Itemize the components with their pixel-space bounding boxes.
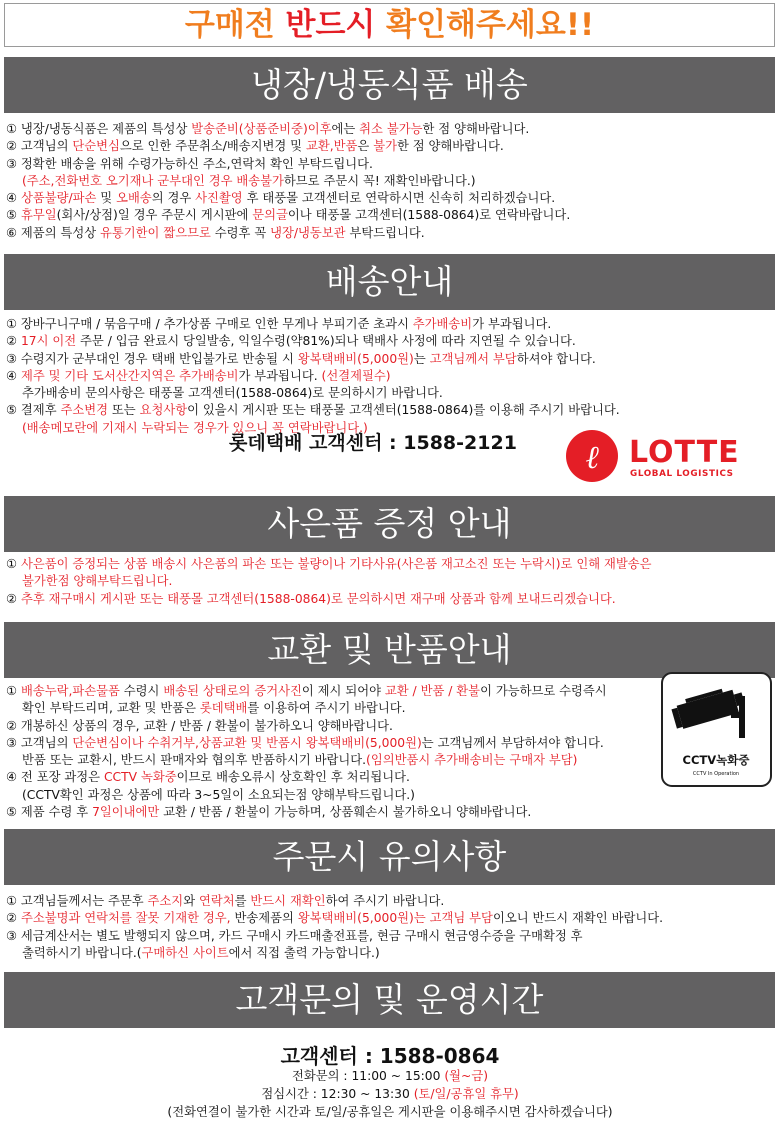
delivery-item-4-note: 추가배송비 문의사항은 태풍몰 고객센터(1588-0864)로 문의하시기 바랍니다.	[22, 386, 443, 401]
title-part-1: 구매전	[184, 7, 286, 43]
cctv-badge	[661, 672, 772, 787]
gift-notice-list	[6, 556, 776, 608]
customer-center-phone: 고객센터 : 1588-0864	[280, 1044, 500, 1068]
lotte-logo	[561, 428, 771, 484]
lunch-hours: 점심시간 : 12:30 ~ 13:30 (토/일/공휴일 휴무)	[261, 1087, 519, 1101]
exchange-item-3: ③ 고객님의 단순변심이나 수취거부,상품교환 및 반품시 왕복택배비(5,000원)는 고객님께서 부담하셔야 합니다.	[6, 735, 604, 750]
cctv-sublabel: CCTV In Operation	[692, 771, 740, 777]
delivery-item-5-note: (배송메모란에 기재시 누락되는 경우가 있으니 꼭 연락바랍니다.)	[22, 420, 368, 435]
delivery-item-5: ⑤ 결제후 주소변경 또는 요청사항이 있을시 게시판 또는 태풍몰 고객센터(1588-0864)를 이용해 주시기 바랍니다.	[6, 403, 620, 418]
delivery-item-1: ① 장바구니구매 / 묶음구매 / 추가상품 구매로 인한 무게나 부피기준 초과시 추가배송비가 부과됩니다.	[6, 317, 552, 331]
cctv-camera-icon	[661, 672, 772, 787]
delivery-item-4: ④ 제주 및 기타 도서산간지역은 추가배송비가 부과됩니다. (선결제필수)	[6, 368, 391, 383]
section-header-gift: 사은품 증정 안내	[4, 496, 775, 552]
cctv-label: CCTV녹화중	[682, 753, 750, 767]
exchange-notice-list	[6, 683, 656, 821]
order-item-2: ② 주소불명과 연락처를 잘못 기재한 경우, 반송제품의 왕복택배비(5,000원)는 고객님 부담이오니 반드시 재확인 바랍니다.	[6, 911, 663, 926]
title-part-2: 반드시	[285, 7, 376, 43]
gift-item-1-cont: 불가한점 양해부탁드립니다.	[22, 574, 173, 589]
exchange-item-1: ① 배송누락,파손물품 수령시 배송된 상태로의 증거사진이 제시 되어야 교환 / 반품 / 환불이 가능하므로 수령즉시	[6, 684, 607, 698]
frozen-item-4: ④ 상품불량/파손 및 오배송의 경우 사진촬영 후 태풍몰 고객센터로 연락하시면 신속히 처리하겠습니다.	[6, 191, 556, 206]
exchange-item-5: ⑤ 제품 수령 후 7일이내에만 교환 / 반품 / 환불이 가능하며, 상품훼손시 불가하오니 양해바랍니다.	[6, 805, 532, 820]
logo-sub-text: GLOBAL LOGISTICS	[630, 469, 734, 479]
order-item-3-cont: 출력하시기 바랍니다.(구매하신 사이트에서 직접 출력 가능합니다.)	[22, 945, 380, 960]
frozen-item-3-note: (주소,전화번호 오기재나 군부대인 경우 배송불가하므로 주문시 꼭! 재확인바랍니다.)	[22, 173, 476, 188]
frozen-item-1: ① 냉장/냉동식품은 제품의 특성상 발송준비(상품준비중)이후에는 취소 불가능한 점 양해바랍니다.	[6, 122, 530, 136]
exchange-item-4: ④ 전 포장 과정은 CCTV 녹화중이므로 배송오류시 상호확인 후 처리됩니다.	[6, 770, 410, 785]
delivery-notice-list	[6, 316, 776, 437]
exchange-item-4-cont: (CCTV확인 과정은 상품에 따라 3~5일이 소요되는점 양해부탁드립니다.)	[22, 787, 415, 802]
delivery-item-3: ③ 수령지가 군부대인 경우 택배 반입불가로 반송될 시 왕복택배비(5,000원)는 고객님께서 부담하셔야 합니다.	[6, 351, 596, 366]
section-header-delivery: 배송안내	[4, 254, 775, 310]
logo-mark-letter: ℓ	[585, 438, 599, 476]
lotte-customer-center: 롯데택배 고객센터 : 1588-2121	[229, 432, 517, 454]
section-header-exchange: 교환 및 반품안내	[4, 622, 775, 678]
frozen-notice-list	[6, 121, 706, 242]
section-header-frozen: 냉장/냉동식품 배송	[4, 57, 775, 113]
contact-note: (전화연결이 불가한 시간과 토/일/공휴일은 게시판을 이용해주시면 감사하겠습니다)	[167, 1105, 613, 1119]
exchange-item-2: ② 개봉하신 상품의 경우, 교환 / 반품 / 환불이 불가하오니 양해바랍니다.	[6, 718, 393, 733]
frozen-item-5: ⑤ 휴무일(회사/상점)일 경우 주문시 게시판에 문의글이나 태풍몰 고객센터(1588-0864)로 연락바랍니다.	[6, 208, 571, 223]
phone-hours: 전화문의 : 11:00 ~ 15:00 (월~금)	[291, 1069, 489, 1083]
exchange-item-1-cont: 확인 부탁드리며, 교환 및 반품은 롯데택배를 이용하여 주시기 바랍니다.	[22, 701, 406, 716]
exchange-item-3-cont: 반품 또는 교환시, 반드시 판매자와 협의후 반품하시기 바랍니다.(임의반품시 추가배송비는 구매자 부담)	[22, 753, 578, 768]
order-item-3: ③ 세금계산서는 별도 발행되지 않으며, 카드 구매시 카드매출전표를, 현금 구매시 현금영수증을 구매확정 후	[6, 928, 583, 943]
section-header-contact: 고객문의 및 운영시간	[4, 972, 775, 1028]
gift-item-1: ① 사은품이 증정되는 상품 배송시 사은품의 파손 또는 불량이나 기타사유(사은품 재고소진 또는 누락시)로 인해 재발송은	[6, 557, 652, 571]
section-header-order: 주문시 유의사항	[4, 829, 775, 885]
logo-main-text: LOTTE	[629, 435, 740, 470]
delivery-item-2: ② 17시 이전 주문 / 입금 완료시 당일발송, 익일수령(약81%)되나 택배사 사정에 따라 지연될 수 있습니다.	[6, 334, 576, 349]
frozen-item-2: ② 고객님의 단순변심으로 인한 주문취소/배송지변경 및 교환,반품은 불가한 점 양해바랍니다.	[6, 139, 504, 154]
page-title	[4, 3, 775, 47]
title-part-3: 확인해주세요!!	[375, 7, 595, 43]
lotte-logo-mark-icon	[561, 428, 771, 484]
frozen-item-6: ⑥ 제품의 특성상 유통기한이 짧으므로 수령후 꼭 냉장/냉동보관 부탁드립니다.	[6, 225, 425, 240]
frozen-item-3: ③ 정확한 배송을 위해 수령가능하신 주소,연락처 확인 부탁드립니다.	[6, 156, 373, 171]
gift-item-2: ② 추후 재구매시 게시판 또는 태풍몰 고객센터(1588-0864)로 문의하시면 재구매 상품과 함께 보내드리겠습니다.	[6, 591, 616, 606]
order-item-1: ① 고객님들께서는 주문후 주소지와 연락처를 반드시 재확인하여 주시기 바랍니다.	[6, 894, 445, 908]
order-notice-list	[6, 893, 776, 962]
